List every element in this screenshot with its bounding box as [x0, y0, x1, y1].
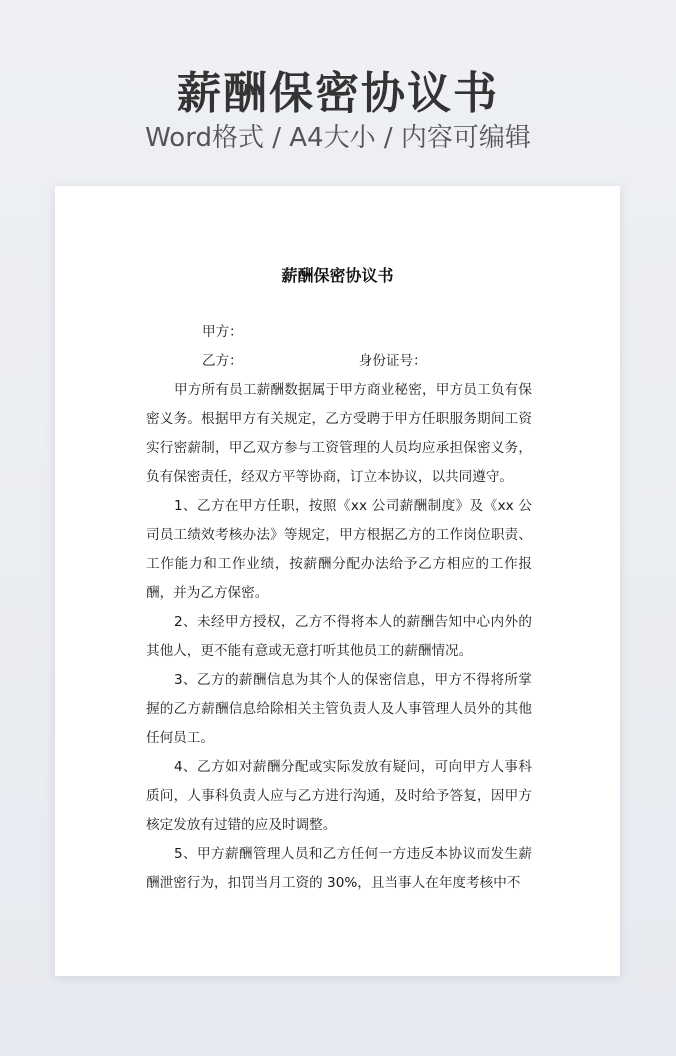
banner-subtitle: Word格式 / A4大小 / 内容可编辑 [145, 123, 531, 153]
paragraph-intro: 甲方所有员工薪酬数据属于甲方商业秘密，甲方员工负有保密义务。根据甲方有关规定，乙方受聘于甲方任职服务期间工资实行密薪制，甲乙双方参与工资管理的人员均应承担保密义务，负有保密责任，经双方平等协商，订立本协议，以共同遵守。 [146, 382, 532, 485]
paragraph-clause-1: 1、乙方在甲方任职，按照《xx 公司薪酬制度》及《xx 公司员工绩效考核办法》等规定，甲方根据乙方的工作岗位职责、工作能力和工作业绩，按薪酬分配办法给予乙方相应的工作报酬，并为乙方保密。 [146, 498, 532, 601]
party-a-label: 甲方： [202, 324, 243, 340]
paragraph-clause-2: 2、未经甲方授权，乙方不得将本人的薪酬告知中心内外的其他人，更不能有意或无意打听其他员工的薪酬情况。 [146, 614, 532, 659]
id-number-label: 身份证号： [358, 353, 427, 369]
document-body [146, 318, 532, 898]
party-a-line [146, 318, 532, 347]
document-title: 薪酬保密协议书 [281, 266, 394, 285]
party-b-label: 乙方： [202, 353, 243, 369]
banner-title: 薪酬保密协议书 [177, 68, 499, 119]
party-b-line [146, 347, 532, 376]
paragraph-clause-4: 4、乙方如对薪酬分配或实际发放有疑问，可向甲方人事科质问，人事科负责人应与乙方进行沟通，及时给予答复，因甲方核定发放有过错的应及时调整。 [146, 759, 532, 833]
paragraph-clause-3: 3、乙方的薪酬信息为其个人的保密信息，甲方不得将所掌握的乙方薪酬信息给除相关主管负责人及人事管理人员外的其他任何员工。 [146, 672, 532, 746]
paragraph-clause-5: 5、甲方薪酬管理人员和乙方任何一方违反本协议而发生薪酬泄密行为，扣罚当月工资的 30%，且当事人在年度考核中不 [146, 846, 532, 891]
